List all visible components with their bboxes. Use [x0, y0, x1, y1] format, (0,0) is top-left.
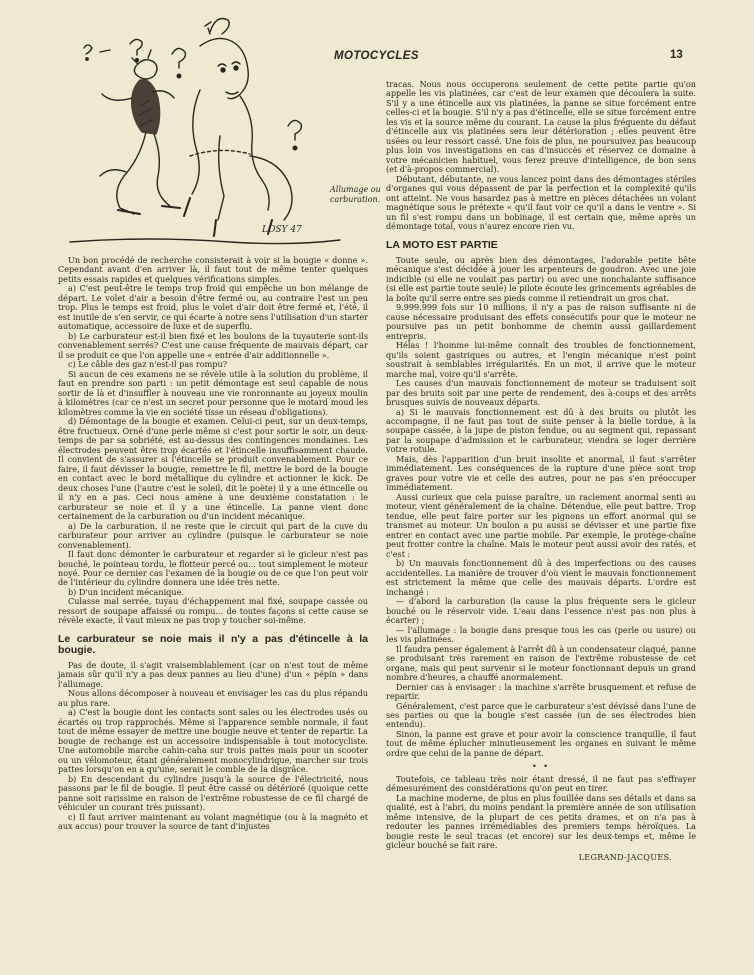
paragraph: a) C'est peut-être le temps trop froid qui empêche un bon mélange de départ. Le volet d'air a besoin d'être fermé ou, au contraire l'est un peu trop. Plus le temps est froid, plus le volet d'air doit être fermé et, l'été, il est inutile de s'en servir, ce qui écarte à notre sens l'utilisation d'un starter automatique, accessoire de luxe et de superflu. [58, 283, 368, 332]
paragraph: a) De la carburation, il ne reste que le circuit qui part de la cuve du carburateur pour arriver au cylindre (puisque le carburateur se noie convenablement). [58, 520, 368, 550]
paragraph: Débutant, débutante, ne vous lancez point dans des démontages stériles d'organes qui vous dépassent de par la perfection et la complexité qu'ils ont atteint. Ne vous hasardez pas à mettre en pièces détachées un volant magnétique sous le prétexte « qu'il faut voir ce qu'il a dans le ventre ». Si un fil s'est rompu dans un bobinage, il est certain que, même après un démontage total, vous n'aurez encore rien vu. [386, 173, 696, 232]
illustration-signature: LOSY 47 [262, 225, 302, 235]
paragraph: Mais, dès l'apparition d'un bruit insolite et anormal, il faut s'arrêter immédiatement. Les conséquences de la rupture d'une pièce sont trop graves pour votre vie et celle des autres, pour ne pas s'en préoccuper immédiatement. [386, 453, 696, 493]
paragraph: Dernier cas à envisager : la machine s'arrête brusquement et refuse de repartir. [386, 681, 696, 702]
paragraph: c) Le câble des gaz n'est-il pas rompu? [68, 359, 228, 370]
paragraph: — d'abord la carburation (la cause la plus fréquente sera le gicleur bouché ou le réservoir vide. L'eau dans l'essence n'est pas non plus à écarter) ; [386, 596, 696, 626]
author-signature: LEGRAND-JACQUES. [578, 851, 672, 862]
section-heading: Le carburateur se noie mais il n'y a pas d'étincelle à la bougie. [58, 632, 368, 656]
page-number: 13 [670, 49, 683, 61]
paragraph: Un bon procédé de recherche consisterait à voir si la bougie « donne ». Cependant avant d'en arriver là, il faut tout de même tenter quelques petits essais rapides et quelques vérifications simples. [58, 255, 368, 284]
section-separator: • • [532, 762, 550, 772]
paragraph: Nous allons décomposer à nouveau et envisager les cas du plus répandu au plus rare. [58, 688, 368, 708]
paragraph: c) Il faut arriver maintenant au volant magnétique (ou à la magnéto et aux accus) pour trouver la source de tant d'injustes [58, 811, 368, 832]
paragraph: Généralement, c'est parce que le carburateur s'est dévissé dans l'une de ses parties ou que la bougie s'est cassée (un de ses électrodes bien entendu). [386, 700, 696, 730]
paragraph: Les causes d'un mauvais fonctionnement de moteur se traduisent soit par des bruits soit par une perte de rendement, des à-coups et des arrêts brusques suivis de nouveaux départs. [386, 378, 696, 408]
paragraph: b) D'un incident mécanique. [68, 586, 184, 597]
paragraph: d) Démontage de la bougie et examen. Celui-ci peut, sur un deux-temps, être fructueux. Orné d'une perle même si c'est pour sortir le soir, un deux-temps de par sa sobriété, est au-dessus des contingences mondaines. Les électrodes peuvent être trop écartés et l'étincelle insuffisamment chaude. Il convient de s'assurer si l'étincelle se produit convenablement. Pour ce faire, il faut dévisser la bougie, remettre le fil, mettre le bord de la bougie en contact avec le bord métallique du cylindre et actionner le kick. De deux choses l'une (l'autre c'est le soleil, dit le poète) il y a une étincelle ou il n'y en a pas. Ceci nous amène à une deuxième constatation : le carburateur se noie et il y a une étincelle. La panne vient donc certainement de la carburation ou d'un incident mécanique. [58, 416, 368, 522]
paragraph: a) C'est la bougie dont les contacts sont sales ou les électrodes usés ou écartés ou trop rapprochés. Même si l'apparence semble normale, il faut tout de même essayer de mettre une bougie neuve et tenter de repartir. La bougie de rechange est un accessoire indispensable à tout motocycliste. Une automobile marche cahin-caha sur trois pattes mais pour un scooter ou un vélomoteur, étant généralement monocylindrique, marcher sur trois pattes lorsqu'on en a qu'une, serait le comble de la disgrâce. [58, 707, 368, 775]
paragraph: Aussi curieux que cela puisse paraître, un raclement anormal senti au moteur, vient généralement de la chaîne. Détendue, elle peut battre. Trop tendue, elle peut faire porter sur les pignons un effort anormal qui se transmet au moteur. Un boulon a pu aussi se dévisser et une partie fixe entrer en contact avec une partie mobile. Par exemple, le protège-chaîne peut frotter contre la chaîne. Mais le moteur peut aussi avoir des ratés, et c'est : [386, 491, 696, 559]
left-column [58, 256, 368, 832]
illustration-caption: Allumage ou carburation. [330, 185, 381, 204]
paragraph: Sinon, la panne est grave et pour avoir la conscience tranquille, il faut tout de même éplucher minutieusement les organes en suivant le même ordre que celui de la panne de départ. [386, 728, 696, 758]
cartoon-illustration [40, 6, 350, 261]
right-column [386, 80, 696, 862]
paragraph: b) Un mauvais fonctionnement dû à des imperfections ou des causes accidentelles. La manière de trouver d'où vient le mauvais fonctionnement est strictement la même que celle des mauvais départs. L'ordre est inchangé : [386, 558, 696, 597]
paragraph: b) En descendant du cylindre jusqu'à la source de l'électricité, nous passons par le fil de bougie. Il peut être cassé ou détérioré (quoique cette panne soit rarissime en raison de l'extrême robustesse de ce fil chargé de véhiculer un courant très puissant). [58, 773, 368, 813]
paragraph: 9.999.999 fois sur 10 millions, il n'y a pas de raison suffisante ni de cause nécessaire produisant des effets consécutifs pour que le moteur ne poursuive pas un petit bonhomme de chemin aussi gaillardement entrepris. [386, 302, 696, 341]
paragraph: a) Si le mauvais fonctionnement est dû à des bruits ou plutôt les accompagne, il ne faut pas tout de suite penser à la bielle tordue, à la soupape cassée, à la jupe de piston fendue, ou au segment qui, repassant par la soupape d'admission et le carburateur, viendra se loger derrière votre rotule. [386, 406, 696, 455]
paragraph: b) Le carburateur est-il bien fixé et les boulons de la tuyauterie sont-ils convenablement serrés? C'est une cause fréquente de mauvais départ, car il se produit ce que l'on appelle une « entrée d'air additionnelle ». [58, 330, 368, 360]
paragraph: La machine moderne, de plus en plus fouillée dans ses détails et dans sa qualité, est à l'abri, du moins pendant la première année de son utilisation même intensive, de la plupart de ces petits drames, et on n'a pas à redouter les pannes irrémédiables des premiers temps héroïques. La bougie reste le seul tracas (et encore) sur les deux-temps et, même le gicleur bouché se fait rare. [386, 792, 696, 851]
paragraph: Hélas ! l'homme lui-même connaît des troubles de fonctionnement, qu'ils soient gastriques ou autres, et l'engin mécanique n'est point soustrait à semblables irrégularités. En un mot, il arrive que le moteur marche mal, voire qu'il s'arrête. [386, 340, 696, 379]
paragraph: Toute seule, ou après bien des démontages, l'adorable petite bête mécanique s'est décidée à jouer les arpenteurs de goudron. Avec une joie indicible (si elle ne voulait pas partir) ou avec une nonchalante suffisance (si elle est partie toute seule) le pilote écoute les grincements agréables de la boîte qu'il serre entre ses pieds comme il retiendrait un gros chat. [386, 254, 696, 303]
paragraph: — l'allumage : la bougie dans presque tous les cas (perle ou usure) ou les vis platinées. [386, 624, 696, 645]
paragraph: tracas. Nous nous occuperons seulement de cette petite partie qu'on appelle les vis platinées, car c'est de leur examen que découlera la suite. S'il y a une étincelle aux vis platinées, la panne se situe forcément entre celles-ci et la bougie. S'il n'y a pas d'étincelle, elle se situe forcément entre les vis et la source même du courant. La cause la plus fréquente du défaut d'étincelle aux vis platinées sera leur détérioration ; elles peuvent être usées ou leur ressort cassé. Une fois de plus, ne poursuivez pas beaucoup plus loin vos investigations en cas d'insuccès et réservez ce domaine à votre mécanicien habituel, vous ferez preuve d'intelligence, de bon sens (et d'à-propos commercial). [386, 79, 696, 175]
paragraph: Si aucun de ces examens ne se révèle utile à la solution du problème, il faut en prendre son parti : un petit démontage est seul capable de nous sortir de là et d'insuffler à nouveau une vie ronronnante au joyeux moulin à kilomètres (car ce n'est un secret pour personne que le motard moud les kilomètres comme la vie en société tisse un réseau d'obligations). [58, 368, 368, 417]
paragraph: Pas de doute, il s'agit vraisemblablement (car on n'est tout de même jamais sûr qu'il n'y a pas deux pannes au lieu d'une) d'un « pépin » dans l'allumage. [58, 659, 368, 689]
paragraph: Il faut donc démonter le carburateur et regarder si le gicleur n'est pas bouché, le pointeau tordu, le flotteur percé ou... tout simplement le moteur noyé. Pour ce dernier cas l'examen de la bougie ou de ce que l'on peut voir de l'intérieur du cylindre donnera une idée très nette. [58, 549, 368, 588]
running-title: MOTOCYCLES [334, 50, 419, 62]
paragraph: Toutefois, ce tableau très noir étant dressé, il ne faut pas s'effrayer démesurément des considérations qu'on peut en tirer. [386, 773, 696, 794]
paragraph: Il faudra penser également à l'arrêt dû à un condensateur claqué, panne se produisant très rarement en raison de l'extrême robustesse de cet organe, mais qui peut survenir si le moteur fonctionnant depuis un grand nombre d'heures, a chauffé anormalement. [386, 643, 696, 683]
paragraph: Culasse mal serrée, tuyau d'échappement mal fixé, soupape cassée ou ressort de soupape affaissé ou rompu... de toutes façons si cette cause se révèle exacte, il vaut mieux ne pas trop y toucher soi-même. [58, 596, 368, 626]
section-heading: LA MOTO EST PARTIE [386, 238, 498, 251]
